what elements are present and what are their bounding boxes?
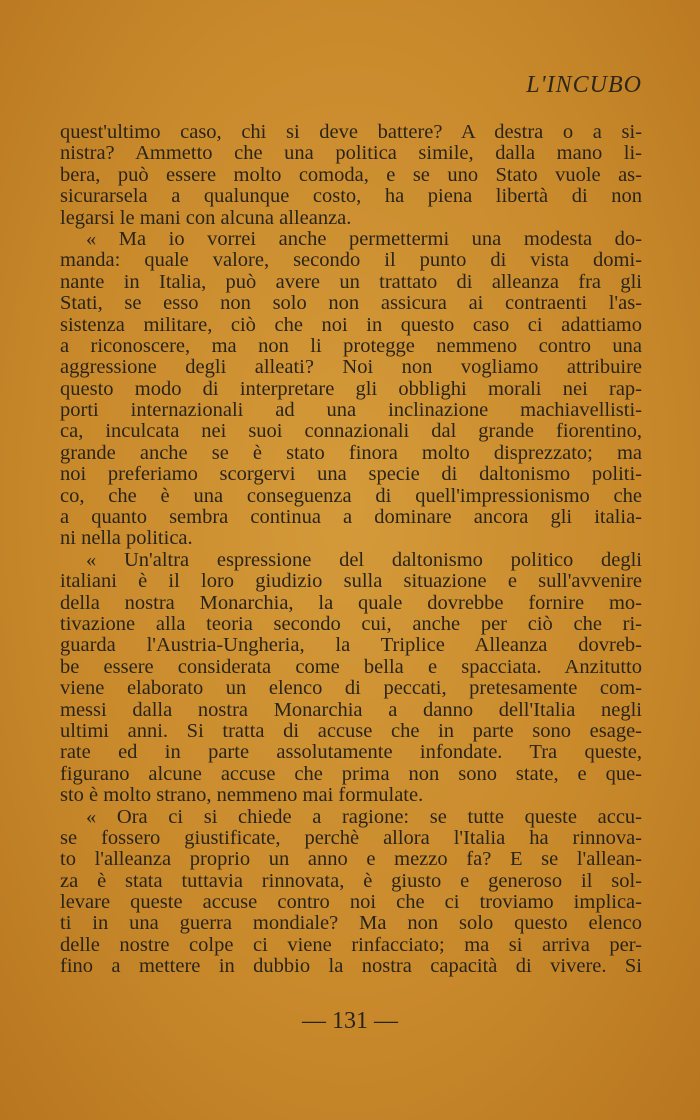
text-line: legarsi le mani con alcuna alleanza. xyxy=(60,207,352,229)
text-line: noi preferiamo scorgervi una specie di daltonismo politi- xyxy=(60,464,642,486)
text-line: messi dalla nostra Monarchia a danno dell'Italia negli xyxy=(60,699,642,721)
text-line: a quanto sembra continua a dominare ancora gli italia- xyxy=(60,507,642,529)
text-line: tivazione alla teoria secondo cui, anche per ciò che ri- xyxy=(60,613,642,635)
text-line: za è stata tuttavia rinnovata, è giusto e generoso il sol- xyxy=(60,870,642,892)
paragraph-start-line: « Un'altra espressione del daltonismo politico degli xyxy=(86,549,642,571)
paragraph-start-line: « Ora ci si chiede a ragione: se tutte queste accu- xyxy=(86,806,642,828)
text-line: aggressione degli alleati? Noi non vogliamo attribuire xyxy=(60,357,642,379)
text-line: be essere considerata come bella e spacciata. Anzitutto xyxy=(60,656,642,678)
text-line: manda: quale valore, secondo il punto di vista domi- xyxy=(60,250,642,272)
text-line: ti in una guerra mondiale? Ma non solo questo elenco xyxy=(60,913,642,935)
text-line: porti internazionali ad una inclinazione machiavellisti- xyxy=(60,400,642,422)
text-line: della nostra Monarchia, la quale dovrebbe fornire mo- xyxy=(60,592,642,614)
text-line: delle nostre colpe ci viene rinfacciato; ma si arriva per- xyxy=(60,934,642,956)
text-line: ni nella politica. xyxy=(60,528,193,550)
text-line: ca, inculcata nei suoi connazionali dal grande fiorentino, xyxy=(60,421,642,443)
text-line: figurano alcune accuse che prima non sono state, e que- xyxy=(60,763,642,785)
text-line: bera, può essere molto comoda, e se uno Stato vuole as- xyxy=(60,164,642,186)
text-line: sto è molto strano, nemmeno mai formulate. xyxy=(60,785,424,807)
text-line: fino a mettere in dubbio la nostra capacità di vivere. Si xyxy=(60,956,642,978)
text-line: viene elaborato un elenco di peccati, pretesamente com- xyxy=(60,678,642,700)
text-line: co, che è una conseguenza di quell'impressionismo che xyxy=(60,485,642,507)
text-line: sicurarsela a qualunque costo, ha piena libertà di non xyxy=(60,186,642,208)
page-number: — 131 — xyxy=(302,1008,398,1034)
text-line: grande anche se è stato finora molto disprezzato; ma xyxy=(60,442,642,464)
running-header: L'INCUBO xyxy=(526,72,642,98)
text-line: nante in Italia, può avere un trattato di alleanza fra gli xyxy=(60,271,642,293)
text-line: italiani è il loro giudizio sulla situazione e sull'avvenire xyxy=(60,571,642,593)
text-line: levare queste accuse contro noi che ci troviamo implica- xyxy=(60,892,642,914)
text-line: se fossero giustificate, perchè allora l'Italia ha rinnova- xyxy=(60,827,642,849)
text-line: rate ed in parte assolutamente infondate. Tra queste, xyxy=(60,742,642,764)
text-line: quest'ultimo caso, chi si deve battere? A destra o a si- xyxy=(60,122,642,143)
text-line: ultimi anni. Si tratta di accuse che in parte sono esage- xyxy=(60,720,642,742)
text-line: Stati, se esso non solo non assicura ai contraenti l'as- xyxy=(60,293,642,315)
body-text xyxy=(60,122,642,978)
text-line: guarda l'Austria-Ungheria, la Triplice Alleanza dovreb- xyxy=(60,635,642,657)
text-line: questo modo di interpretare gli obblighi morali nei rap- xyxy=(60,378,642,400)
text-line: to l'alleanza proprio un anno e mezzo fa? E se l'allean- xyxy=(60,849,642,871)
text-line: sistenza militare, ciò che noi in questo caso ci adattiamo xyxy=(60,314,642,336)
text-line: nistra? Ammetto che una politica simile, dalla mano li- xyxy=(60,143,642,165)
text-line: a riconoscere, ma non li protegge nemmeno contro una xyxy=(60,335,642,357)
paragraph-start-line: « Ma io vorrei anche permettermi una modesta do- xyxy=(86,228,642,250)
